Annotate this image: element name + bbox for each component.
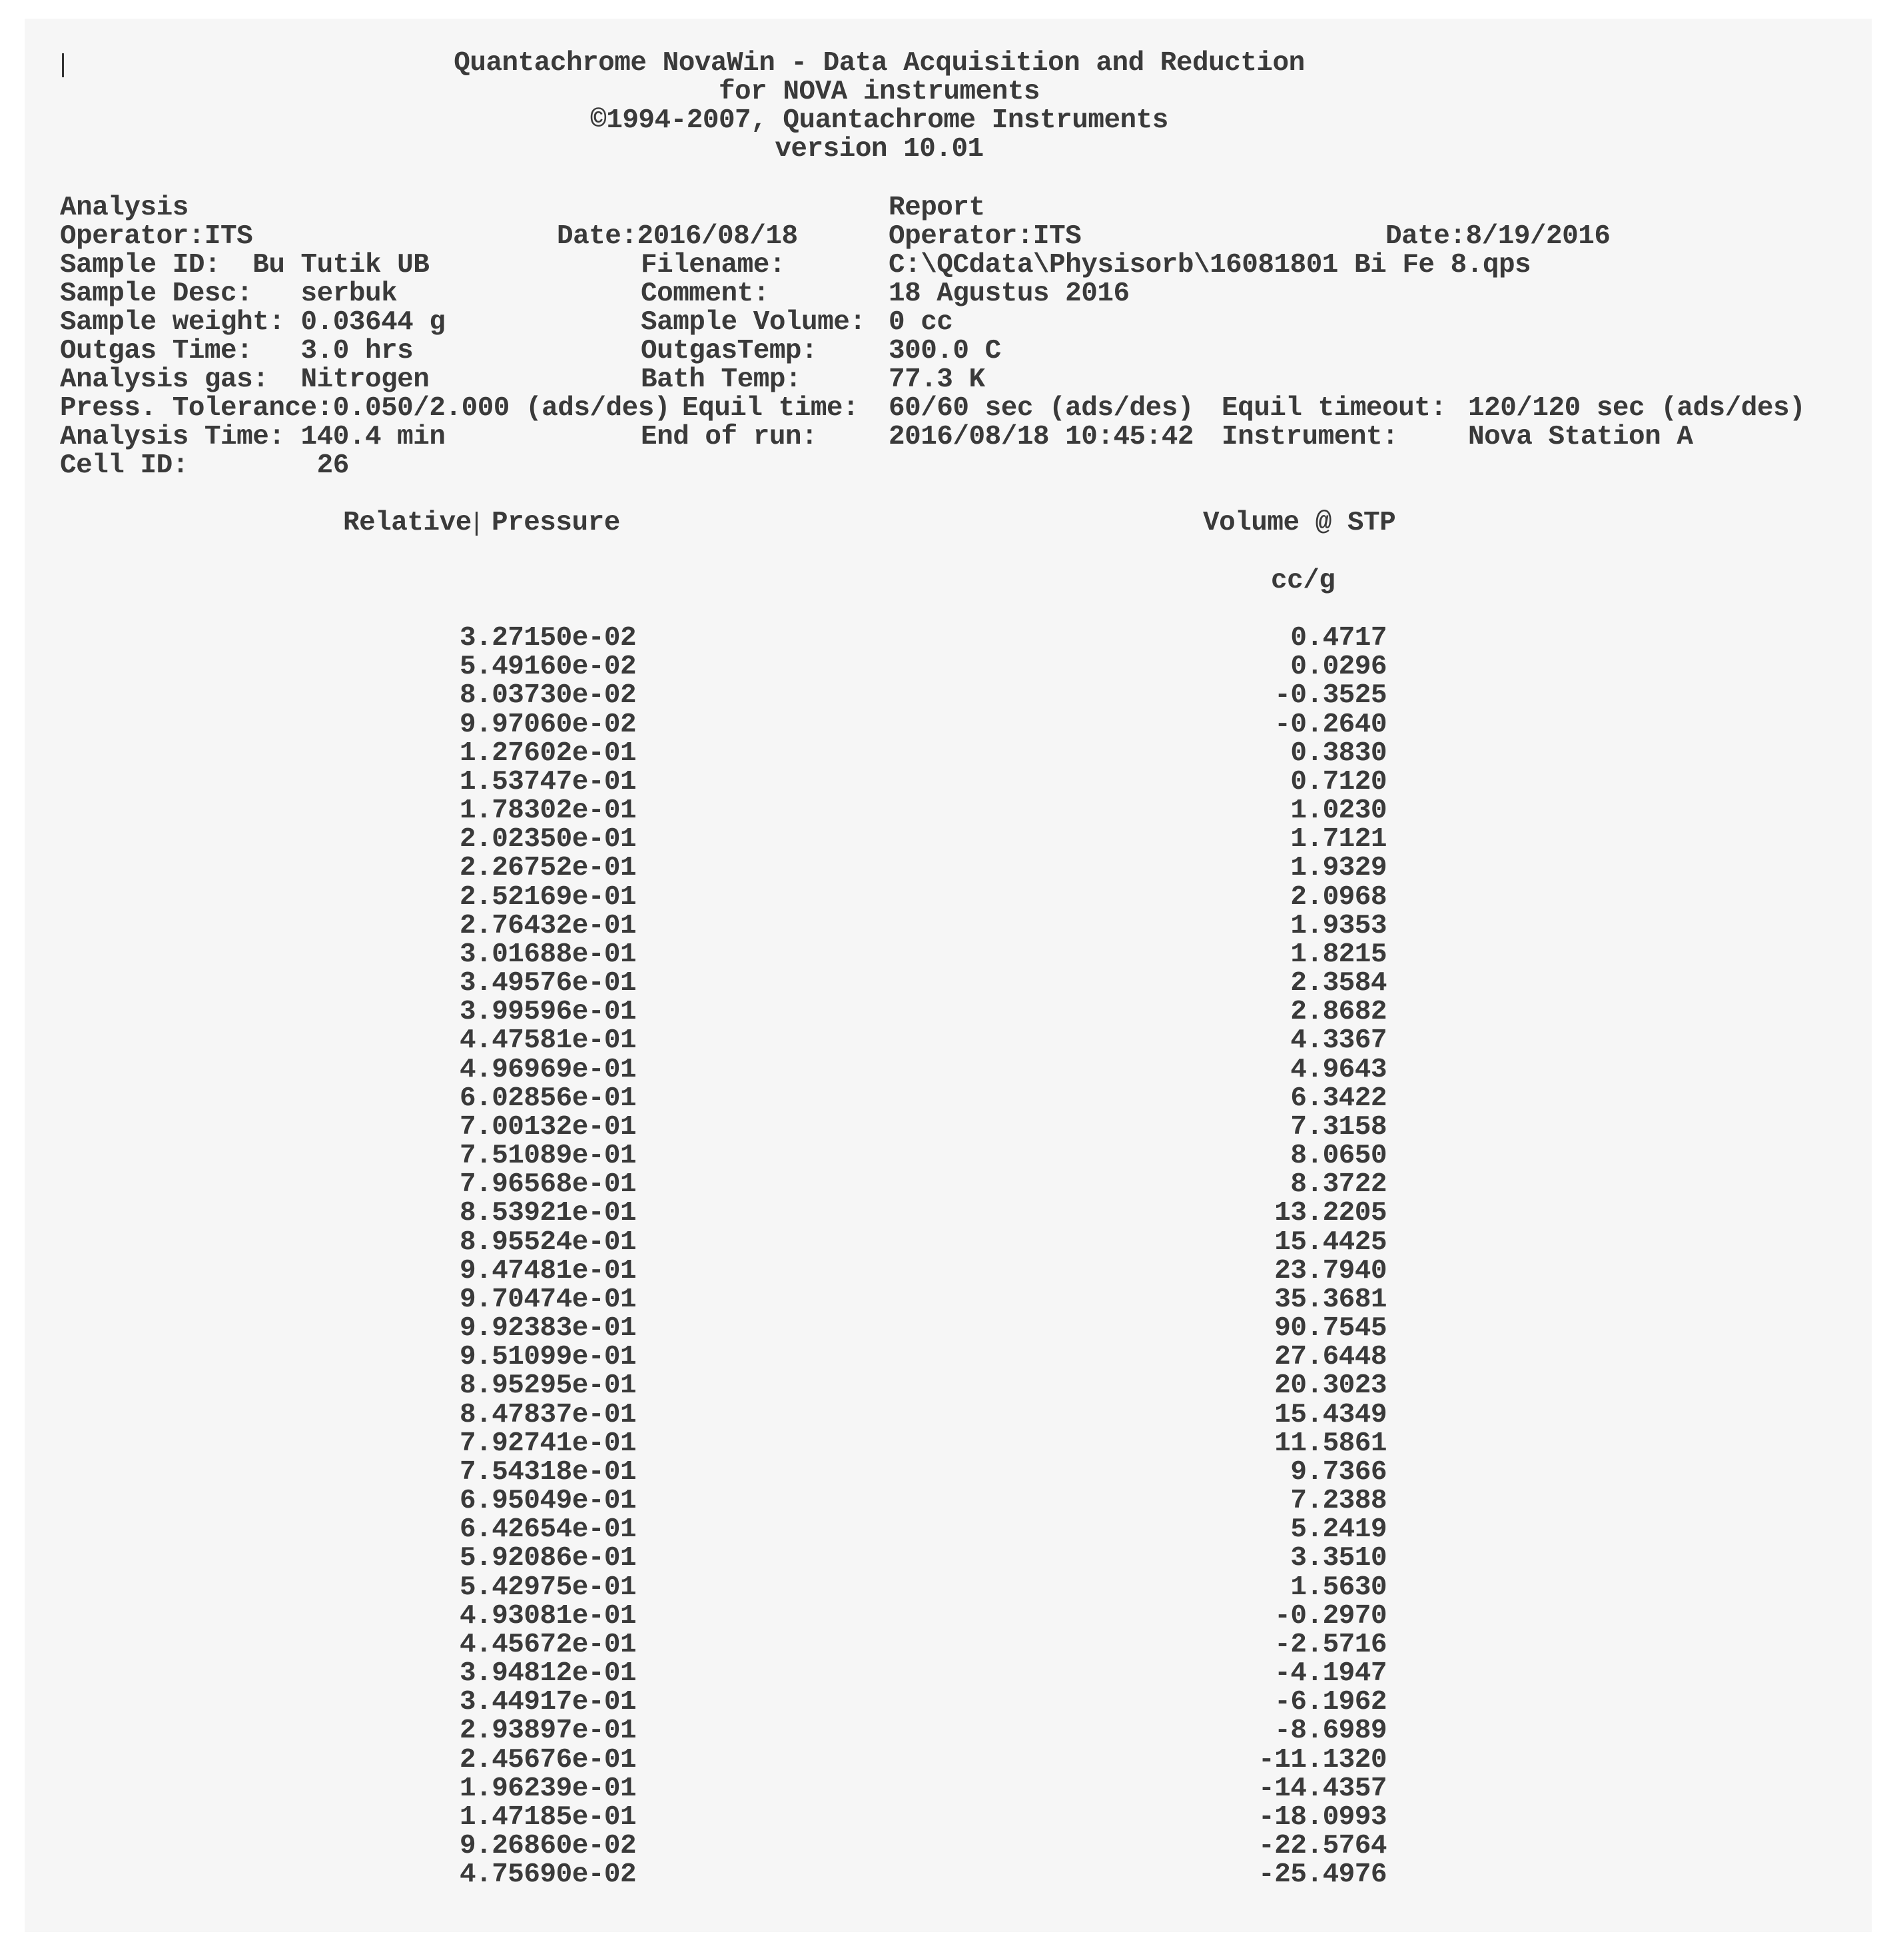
- volume-cell: 2.8682: [1290, 997, 1387, 1028]
- volume-cell: 27.6448: [1274, 1342, 1387, 1373]
- relative-pressure-cell: 3.44917e-01: [460, 1687, 637, 1718]
- volume-cell: 20.3023: [1274, 1370, 1387, 1402]
- relative-pressure-header-b: Pressure: [492, 508, 620, 538]
- volume-cell: -4.1947: [1274, 1658, 1387, 1690]
- relative-pressure-cell: 9.51099e-01: [460, 1342, 637, 1373]
- relative-pressure-cell: 8.47837e-01: [460, 1399, 637, 1430]
- volume-cell: -6.1962: [1274, 1687, 1387, 1718]
- volume-cell: 0.7120: [1290, 766, 1387, 797]
- bath-temp-value: 77.3 K: [889, 364, 985, 395]
- volume-cell: 23.7940: [1274, 1255, 1387, 1286]
- relative-pressure-cell: 6.42654e-01: [460, 1514, 637, 1546]
- analysis-heading: Analysis: [60, 193, 189, 223]
- relative-pressure-cell: 3.27150e-02: [460, 623, 637, 654]
- volume-cell: 90.7545: [1274, 1313, 1387, 1344]
- relative-pressure-cell: 4.45672e-01: [460, 1629, 637, 1660]
- bath-temp-label: Bath Temp:: [641, 364, 802, 395]
- volume-cell: 6.3422: [1290, 1083, 1387, 1114]
- volume-cell: -25.4976: [1258, 1859, 1387, 1891]
- relative-pressure-cell: 3.94812e-01: [460, 1658, 637, 1690]
- relative-pressure-cell: 9.70474e-01: [460, 1284, 637, 1315]
- analysis-time: Analysis Time: 140.4 min: [60, 422, 446, 452]
- volume-cell: -11.1320: [1258, 1744, 1387, 1775]
- outgas-temp-value: 300.0 C: [889, 336, 1001, 366]
- relative-pressure-cell: 1.53747e-01: [460, 766, 637, 797]
- equil-time-value: 60/60 sec (ads/des): [889, 393, 1194, 424]
- volume-cell: -0.2970: [1274, 1600, 1387, 1632]
- filename-value: C:\QCdata\Physisorb\16081801 Bi Fe 8.qps: [889, 250, 1531, 280]
- volume-cell: 15.4425: [1274, 1226, 1387, 1258]
- volume-unit: cc/g: [1271, 566, 1335, 596]
- volume-cell: 35.3681: [1274, 1284, 1387, 1315]
- volume-cell: 1.9353: [1290, 910, 1387, 941]
- volume-cell: 0.0296: [1290, 652, 1387, 683]
- equil-timeout-label: Equil timeout:: [1222, 393, 1447, 424]
- sample-volume-value: 0 cc: [889, 307, 953, 338]
- relative-pressure-cell: 3.99596e-01: [460, 997, 637, 1028]
- relative-pressure-cell: 1.96239e-01: [460, 1773, 637, 1804]
- volume-cell: -0.2640: [1274, 709, 1387, 740]
- equil-time-label: Equil time:: [682, 393, 859, 424]
- volume-cell: 9.7366: [1290, 1456, 1387, 1488]
- relative-pressure-cell: 7.51089e-01: [460, 1141, 637, 1172]
- relative-pressure-header-a: Relative: [343, 508, 472, 538]
- version: version 10.01: [775, 134, 984, 165]
- relative-pressure-cell: 9.26860e-02: [460, 1831, 637, 1862]
- analysis-gas: Analysis gas: Nitrogen: [60, 364, 430, 395]
- report-date: Date:8/19/2016: [1385, 221, 1611, 252]
- relative-pressure-cell: 3.01688e-01: [460, 939, 637, 970]
- relative-pressure-cell: 9.92383e-01: [460, 1313, 637, 1344]
- relative-pressure-cell: 7.92741e-01: [460, 1428, 637, 1459]
- end-of-run-label: End of run:: [641, 422, 818, 452]
- relative-pressure-cell: 7.54318e-01: [460, 1456, 637, 1488]
- volume-cell: 7.3158: [1290, 1111, 1387, 1143]
- volume-cell: 0.3830: [1290, 737, 1387, 769]
- relative-pressure-cell: 6.02856e-01: [460, 1083, 637, 1114]
- report-heading: Report: [889, 193, 985, 223]
- sample-desc: Sample Desc: serbuk: [60, 278, 398, 309]
- volume-cell: -8.6989: [1274, 1715, 1387, 1747]
- volume-cell: 1.0230: [1290, 795, 1387, 827]
- relative-pressure-cell: 2.02350e-01: [460, 824, 637, 855]
- relative-pressure-cell: 4.93081e-01: [460, 1600, 637, 1632]
- volume-cell: 1.8215: [1290, 939, 1387, 970]
- volume-cell: 8.3722: [1290, 1169, 1387, 1201]
- relative-pressure-cell: 2.52169e-01: [460, 881, 637, 913]
- relative-pressure-cell: 7.00132e-01: [460, 1111, 637, 1143]
- analysis-date: Date:2016/08/18: [557, 221, 798, 252]
- volume-cell: 1.7121: [1290, 824, 1387, 855]
- volume-cell: -2.5716: [1274, 1629, 1387, 1660]
- end-of-run-value: 2016/08/18 10:45:42: [889, 422, 1194, 452]
- relative-pressure-cell: 8.03730e-02: [460, 680, 637, 712]
- outgas-time: Outgas Time: 3.0 hrs: [60, 336, 414, 366]
- relative-pressure-cell: 1.47185e-01: [460, 1801, 637, 1833]
- volume-cell: -0.3525: [1274, 680, 1387, 712]
- press-tolerance: Press. Tolerance:0.050/2.000 (ads/des): [60, 393, 670, 424]
- relative-pressure-cell: 2.26752e-01: [460, 853, 637, 884]
- filename-label: Filename:: [641, 250, 785, 280]
- comment-value: 18 Agustus 2016: [889, 278, 1130, 309]
- volume-cell: 0.4717: [1290, 623, 1387, 654]
- cell-id: Cell ID: 26: [60, 450, 349, 481]
- relative-pressure-cell: 1.78302e-01: [460, 795, 637, 827]
- volume-cell: 5.2419: [1290, 1514, 1387, 1546]
- relative-pressure-cell: 5.49160e-02: [460, 652, 637, 683]
- relative-pressure-cell: 6.95049e-01: [460, 1486, 637, 1517]
- comment-label: Comment:: [641, 278, 769, 309]
- volume-cell: 3.3510: [1290, 1543, 1387, 1574]
- relative-pressure-cell: 1.27602e-01: [460, 737, 637, 769]
- relative-pressure-cell: 4.75690e-02: [460, 1859, 637, 1891]
- sample-volume-label: Sample Volume:: [641, 307, 866, 338]
- relative-pressure-cell: 8.53921e-01: [460, 1198, 637, 1229]
- volume-cell: 2.3584: [1290, 968, 1387, 999]
- volume-stp-header: Volume @ STP: [1203, 508, 1396, 538]
- volume-cell: -22.5764: [1258, 1831, 1387, 1862]
- relative-pressure-cell: 2.93897e-01: [460, 1715, 637, 1747]
- report-title: Quantachrome NovaWin - Data Acquisition and Reduction: [454, 48, 1305, 79]
- relative-pressure-cell: 4.47581e-01: [460, 1025, 637, 1057]
- relative-pressure-cell: 3.49576e-01: [460, 968, 637, 999]
- relative-pressure-cell: 2.45676e-01: [460, 1744, 637, 1775]
- relative-pressure-cell: 8.95524e-01: [460, 1226, 637, 1258]
- volume-cell: -18.0993: [1258, 1801, 1387, 1833]
- relative-pressure-cell: 9.97060e-02: [460, 709, 637, 740]
- volume-cell: 1.5630: [1290, 1572, 1387, 1603]
- outgas-temp-label: OutgasTemp:: [641, 336, 818, 366]
- volume-cell: 8.0650: [1290, 1141, 1387, 1172]
- relative-pressure-cell: 7.96568e-01: [460, 1169, 637, 1201]
- volume-cell: 7.2388: [1290, 1486, 1387, 1517]
- relative-pressure-cell: 2.76432e-01: [460, 910, 637, 941]
- volume-cell: -14.4357: [1258, 1773, 1387, 1804]
- volume-cell: 11.5861: [1274, 1428, 1387, 1459]
- copyright: ©1994-2007, Quantachrome Instruments: [590, 105, 1168, 136]
- volume-cell: 1.9329: [1290, 853, 1387, 884]
- relative-pressure-cell: 4.96969e-01: [460, 1054, 637, 1085]
- relative-pressure-cell: 5.92086e-01: [460, 1543, 637, 1574]
- text-cursor: [476, 512, 478, 536]
- instrument-value: Nova Station A: [1468, 422, 1693, 452]
- relative-pressure-cell: 8.95295e-01: [460, 1370, 637, 1402]
- volume-cell: 13.2205: [1274, 1198, 1387, 1229]
- volume-cell: 2.0968: [1290, 881, 1387, 913]
- equil-timeout-value: 120/120 sec (ads/des): [1468, 393, 1806, 424]
- volume-cell: 4.3367: [1290, 1025, 1387, 1057]
- relative-pressure-cell: 5.42975e-01: [460, 1572, 637, 1603]
- volume-cell: 15.4349: [1274, 1399, 1387, 1430]
- report-subtitle: for NOVA instruments: [718, 77, 1040, 107]
- relative-pressure-cell: 9.47481e-01: [460, 1255, 637, 1286]
- instrument-label: Instrument:: [1222, 422, 1399, 452]
- report-operator: Operator:ITS: [889, 221, 1082, 252]
- sample-weight: Sample weight: 0.03644 g: [60, 307, 446, 338]
- sample-id: Sample ID: Bu Tutik UB: [60, 250, 430, 280]
- analysis-operator: Operator:ITS: [60, 221, 253, 252]
- volume-cell: 4.9643: [1290, 1054, 1387, 1085]
